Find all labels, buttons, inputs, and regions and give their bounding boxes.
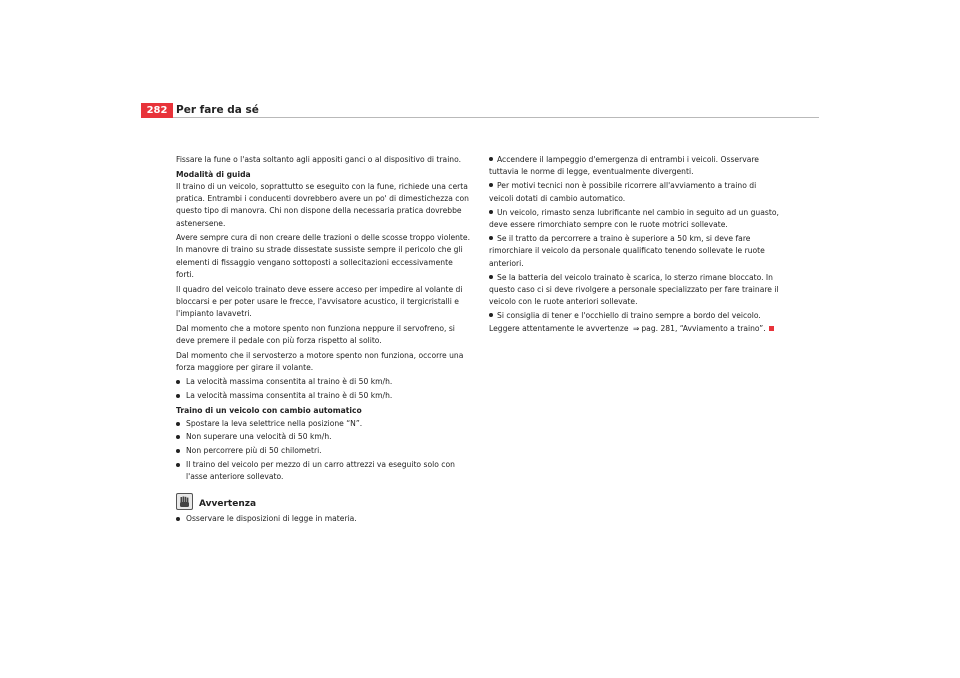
section-title: Per fare da sé [176, 104, 259, 116]
reference-arrow-icon: ⇒ [632, 323, 640, 333]
list-item [176, 459, 472, 483]
bullet-icon [489, 236, 493, 240]
list-item-text: Osservare le disposizioni di legge in materia. [186, 514, 357, 524]
list-item [489, 310, 779, 334]
paragraph: Avere sempre cura di non creare delle trazioni o delle scosse troppo violente. In manovre di traino su strade dissestate sussiste sempre il pericolo che gli elementi di fissaggio vengano sottoposti a sollecitazioni eccessivamente forti. [176, 233, 470, 279]
bullet-icon [489, 157, 493, 161]
bullet-icon [176, 394, 180, 398]
list-item [489, 154, 779, 178]
list-item-text: La velocità massima consentita al traino è di 50 km/h. [186, 391, 393, 401]
list-item-text: Per motivi tecnici non è possibile ricorrere all'avviamento a traino di veicoli dotati di cambio automatico. [489, 181, 757, 203]
end-mark-icon [769, 326, 774, 331]
note-title: Avvertenza [199, 499, 257, 510]
list-item-text: Non percorrere più di 50 chilometri. [186, 445, 322, 455]
bullet-icon [176, 435, 180, 439]
left-column [176, 154, 472, 527]
list-item-text: Se il tratto da percorrere a traino è superiore a 50 km, si deve fare rimorchiare il veicolo da personale qualificato tenendo sollevate le ruote anteriori. [489, 234, 765, 268]
list-item [176, 445, 472, 457]
list-item [176, 513, 472, 525]
right-column [489, 154, 779, 337]
list-item-text: Accendere il lampeggio d'emergenza di entrambi i veicoli. Osservare tuttavia le norme di legge, eventualmente divergenti. [489, 155, 759, 177]
list-item [176, 431, 472, 443]
list-item-text: Spostare la leva selettrice nella posizione “N”. [186, 418, 363, 428]
list-item [489, 233, 779, 270]
page-reference-link[interactable]: pag. 281, “Avviamento a traino”. [641, 323, 766, 333]
bullet-icon [176, 517, 180, 521]
list-item [489, 207, 779, 231]
bullet-icon [489, 210, 493, 214]
paragraph: Il traino di un veicolo, soprattutto se eseguito con la fune, richiede una certa pratica. Entrambi i conducenti dovrebbero avere un po' di dimestichezza con questo tipo di manovra. Chi non dispone della necessaria pratica dovrebbe astenersene. [176, 181, 469, 228]
list-item [176, 376, 472, 388]
list-item-text: Se la batteria del veicolo trainato è scarica, lo sterzo rimane bloccato. In questo caso ci si deve rivolgere a personale specializzato per fare trainare il veicolo con le ruote anteriori sollevate. [489, 272, 779, 307]
paragraph: Fissare la fune o l'asta soltanto agli appositi ganci o al dispositivo di traino. [176, 155, 462, 164]
hand-note-icon [176, 493, 193, 510]
subheading-driving-mode: Modalità di guida [176, 169, 251, 179]
list-item-text: Si consiglia di tener e l'occhiello di traino sempre a bordo del veicolo. Leggere attentamente le avvertenze [489, 311, 761, 333]
list-item [489, 180, 779, 204]
list-item [489, 272, 779, 309]
list-item [176, 418, 472, 430]
list-item-text: La velocità massima consentita al traino è di 50 km/h. [186, 377, 393, 387]
paragraph: Dal momento che a motore spento non funziona neppure il servofreno, si deve premere il pedale con più forza rispetto al solito. [176, 323, 455, 345]
bullet-icon [176, 380, 180, 384]
bullet-icon [176, 449, 180, 453]
header-rule [173, 117, 819, 118]
subheading-automatic-gearbox: Traino di un veicolo con cambio automatico [176, 406, 362, 416]
list-item-text: Non superare una velocità di 50 km/h. [186, 432, 332, 442]
list-item-text: Un veicolo, rimasto senza lubrificante nel cambio in seguito ad un guasto, deve essere rimorchiato sempre con le ruote motrici sollevate. [489, 207, 779, 230]
bullet-icon [176, 463, 180, 467]
paragraph: Il quadro del veicolo trainato deve essere acceso per impedire al volante di bloccarsi e per poter usare le frecce, l'avvisatore acustico, il tergicristalli e l'impianto lavavetri. [176, 284, 463, 318]
bullet-icon [489, 313, 493, 317]
paragraph: Dal momento che il servosterzo a motore spento non funziona, occorre una forza maggiore per girare il volante. [176, 350, 464, 372]
bullet-icon [489, 183, 493, 187]
page-number: 282 [141, 103, 173, 118]
list-item-text: Il traino del veicolo per mezzo di un carro attrezzi va eseguito solo con l'asse anteriore sollevato. [186, 459, 455, 481]
bullet-icon [176, 422, 180, 426]
note-header [176, 493, 472, 510]
list-item [176, 390, 472, 402]
bullet-icon [489, 275, 493, 279]
